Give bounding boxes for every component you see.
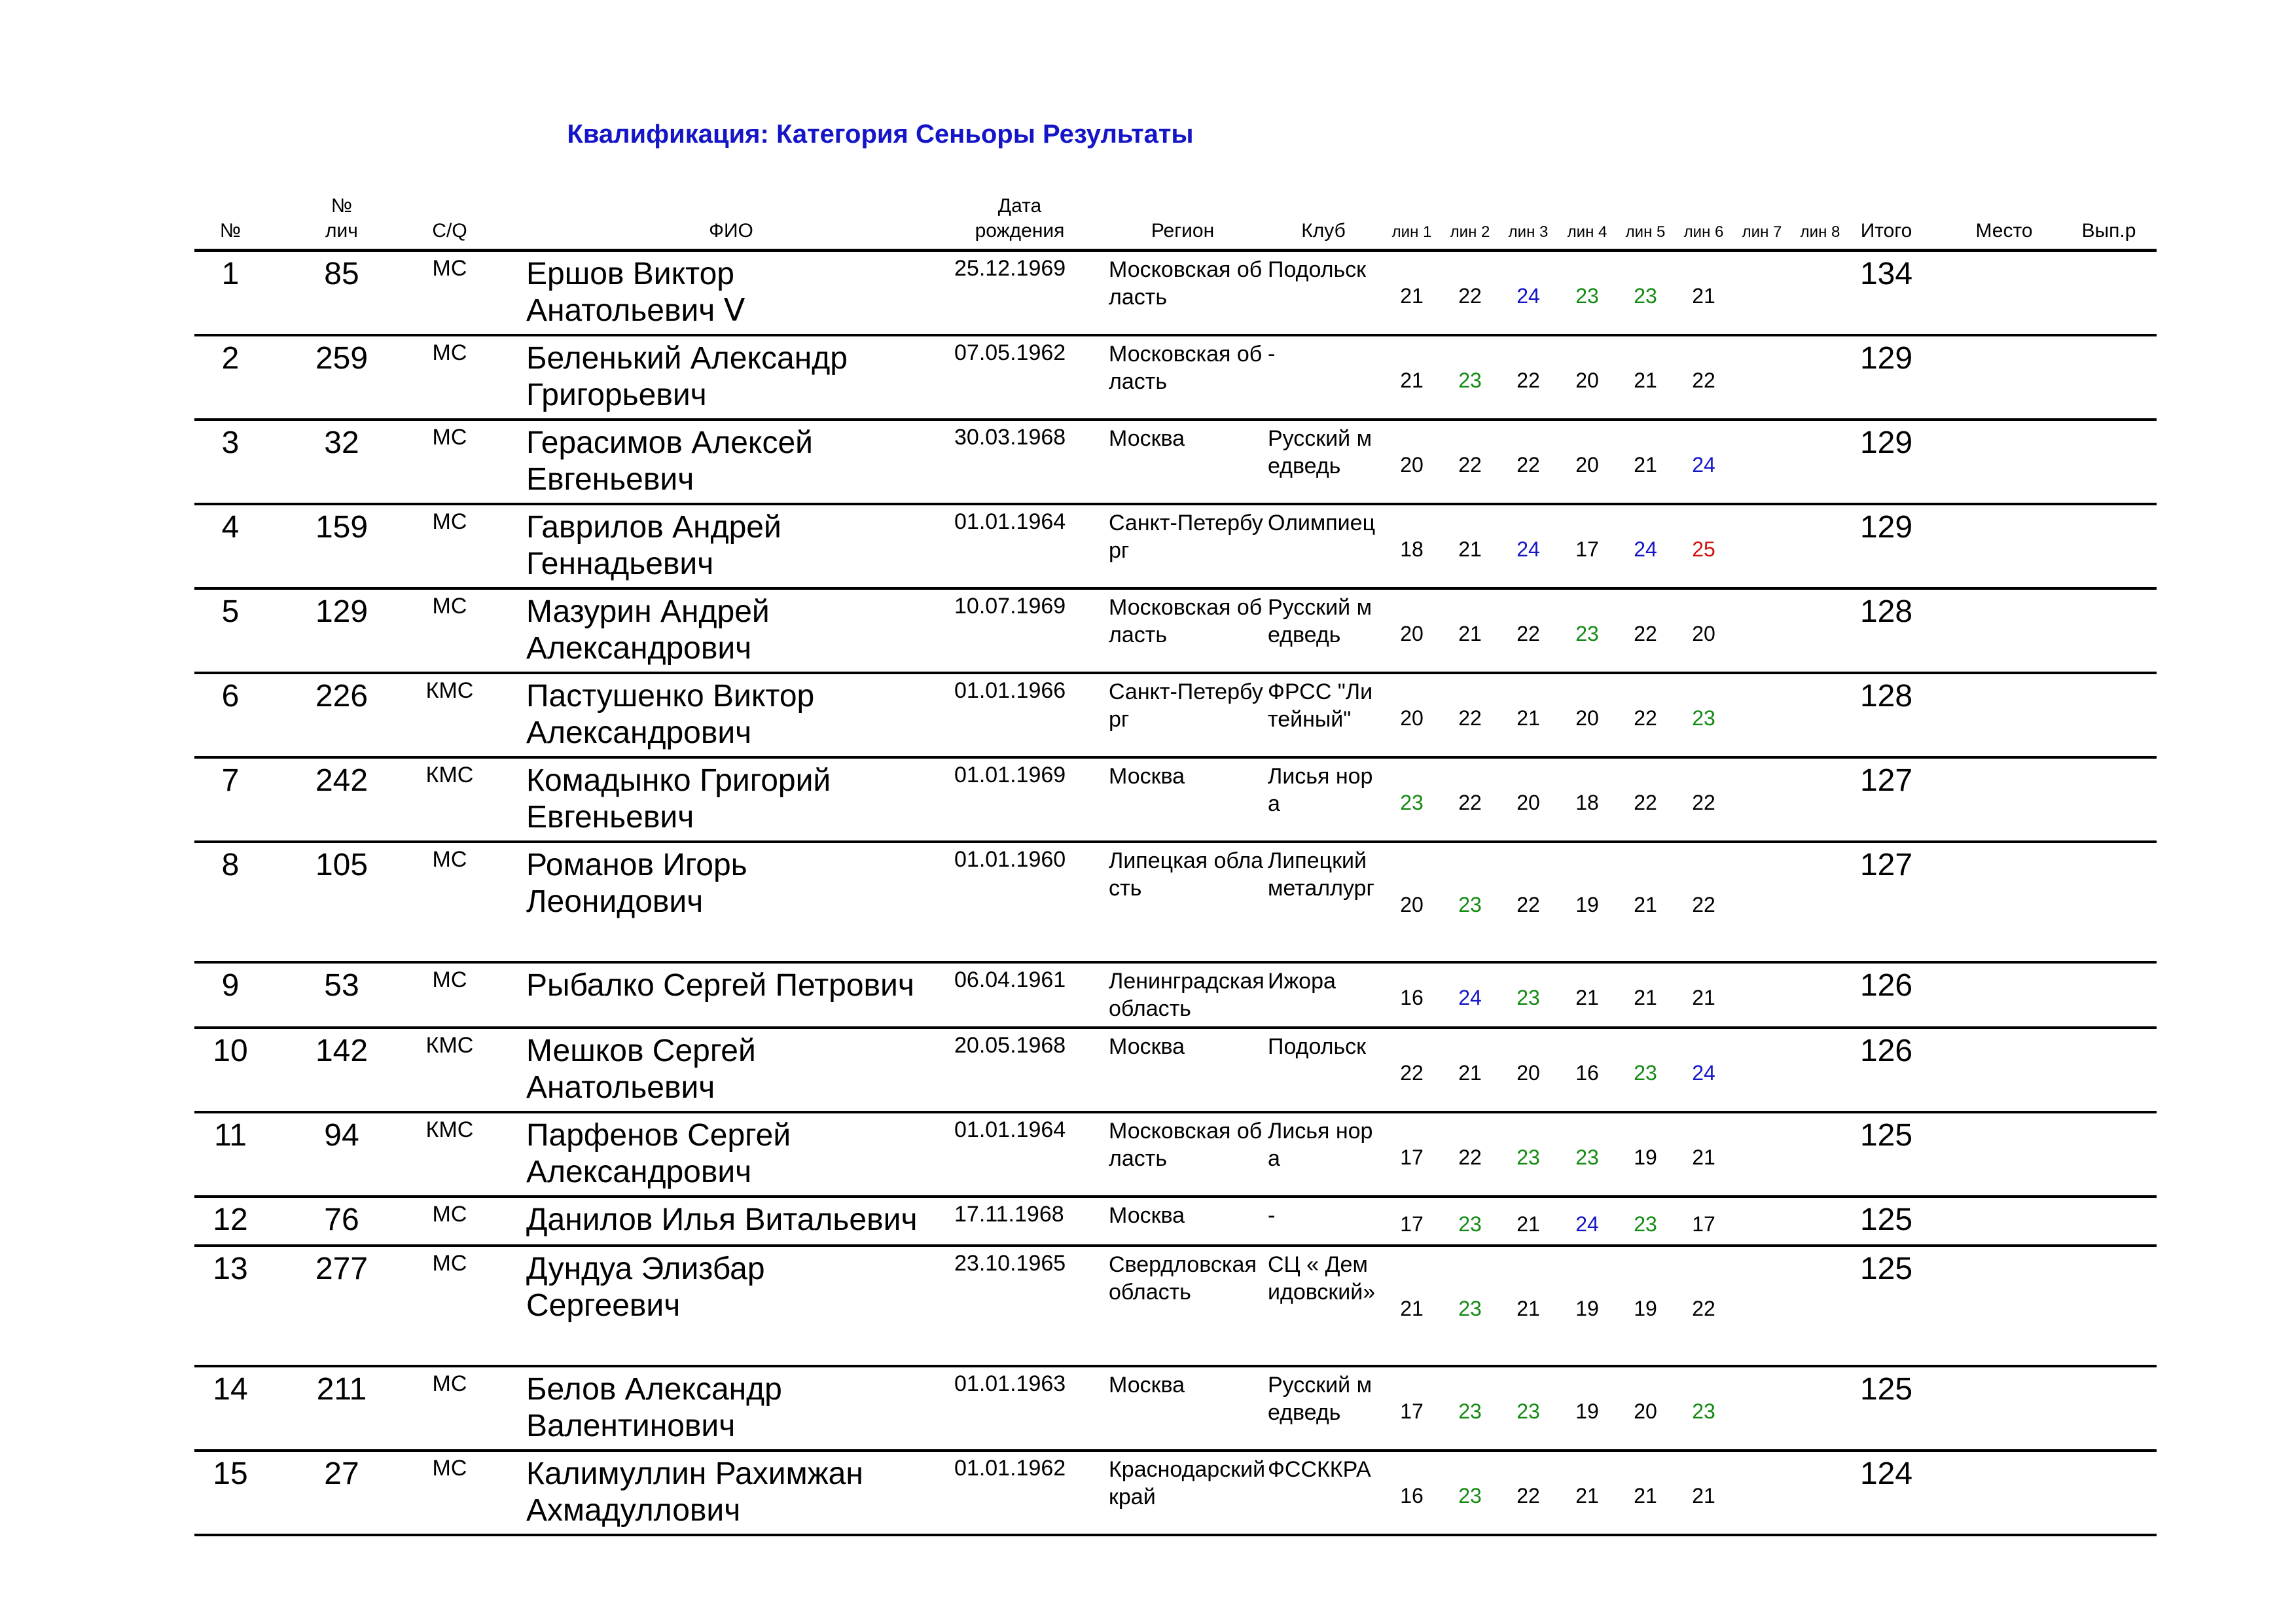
license-number: 159 [315, 510, 368, 545]
lane-score: 22 [1516, 369, 1540, 392]
lane-score: 23 [1458, 1484, 1482, 1507]
region: Ленинградская область [1109, 969, 1265, 1021]
athlete-name: Рыбалко Сергей Петрович [526, 968, 914, 1003]
row-number: 1 [221, 257, 240, 291]
total-score: 125 [1859, 1202, 1913, 1237]
athlete-name: Гаврилов Андрей Геннадьевич [526, 510, 781, 581]
birth-date: 25.12.1969 [954, 256, 1066, 281]
total-score: 125 [1859, 1252, 1913, 1286]
header-lane-2: лин 2 [1450, 223, 1490, 241]
license-number: 76 [324, 1202, 359, 1237]
total-score: 126 [1859, 1034, 1913, 1068]
total-score: 129 [1859, 510, 1913, 545]
lane-score: 20 [1400, 706, 1424, 730]
header-lane-8: лин 8 [1800, 223, 1840, 241]
club: - [1268, 1203, 1276, 1228]
row-number: 11 [214, 1118, 247, 1153]
lane-score: 23 [1634, 1061, 1657, 1085]
lane-score: 17 [1400, 1399, 1424, 1423]
total-score: 134 [1859, 257, 1913, 291]
table-row [194, 1113, 2157, 1198]
table-header [194, 193, 2157, 252]
table-row [194, 421, 2157, 505]
qualification: МС [432, 256, 467, 281]
header-cq: C/Q [432, 220, 467, 242]
table-row [194, 964, 2157, 1029]
lane-score: 23 [1458, 1297, 1482, 1320]
row-number: 12 [213, 1202, 248, 1237]
header-total: Итого [1860, 220, 1912, 242]
birth-date: 30.03.1968 [954, 425, 1066, 450]
region: Москва [1109, 1373, 1185, 1398]
qualification: МС [432, 509, 467, 534]
birth-date: 20.05.1968 [954, 1033, 1066, 1058]
lane-score: 22 [1634, 791, 1657, 814]
total-score: 127 [1859, 848, 1913, 882]
region: Липецкая область [1109, 848, 1264, 901]
qualification: КМС [425, 763, 474, 787]
table-body [194, 252, 2157, 1536]
qualification: МС [432, 1371, 467, 1396]
total-score: 129 [1859, 425, 1913, 460]
athlete-name: Парфенов Сергей Александрович [526, 1118, 791, 1189]
row-number: 14 [213, 1372, 248, 1407]
birth-date: 01.01.1966 [954, 678, 1066, 703]
license-number: 226 [315, 679, 368, 713]
lane-score: 20 [1634, 1399, 1657, 1423]
lane-score: 21 [1634, 369, 1657, 392]
lane-score: 23 [1458, 1212, 1482, 1236]
lane-score: 22 [1458, 453, 1482, 477]
lane-score: 22 [1516, 893, 1540, 916]
region: Санкт-Петербург [1109, 679, 1263, 732]
club: Олимпиец [1268, 511, 1376, 535]
qualification: КМС [425, 1033, 474, 1058]
table-row [194, 252, 2157, 336]
qualification: МС [432, 1202, 467, 1227]
athlete-name: Герасимов Алексей Евгеньевич [526, 425, 813, 497]
total-score: 129 [1859, 341, 1913, 376]
qualification: МС [432, 425, 467, 450]
header-n: № [219, 220, 242, 242]
lane-score: 24 [1516, 537, 1540, 561]
club: Подольск [1268, 257, 1367, 282]
club: ФРСС "Литейный" [1268, 679, 1373, 732]
lane-score: 19 [1634, 1146, 1657, 1169]
club: СЦ « Демидовский» [1268, 1252, 1376, 1305]
lane-score: 23 [1575, 622, 1599, 645]
lane-score: 24 [1692, 1061, 1715, 1085]
lane-score: 21 [1458, 622, 1482, 645]
birth-date: 01.01.1964 [954, 1117, 1066, 1142]
birth-date: 01.01.1964 [954, 509, 1066, 534]
lane-score: 23 [1634, 284, 1657, 308]
lane-score: 24 [1458, 986, 1482, 1009]
lane-score: 23 [1575, 284, 1599, 308]
lane-score: 19 [1575, 1297, 1599, 1320]
lane-score: 20 [1516, 791, 1540, 814]
lane-score: 20 [1400, 622, 1424, 645]
row-number: 4 [221, 510, 240, 545]
header-lic: № лич [325, 195, 358, 242]
region: Московская область [1109, 257, 1263, 310]
total-score: 128 [1859, 594, 1913, 629]
lane-score: 21 [1516, 1212, 1540, 1236]
header-lane-3: лин 3 [1508, 223, 1549, 241]
qualification: МС [432, 1251, 467, 1276]
lane-score: 19 [1575, 893, 1599, 916]
club: Русский медведь [1268, 595, 1372, 647]
lane-score: 23 [1458, 369, 1482, 392]
qualification: МС [432, 1456, 467, 1481]
table-row [194, 674, 2157, 759]
lane-score: 23 [1400, 791, 1424, 814]
lane-score: 21 [1692, 1146, 1715, 1169]
club: Подольск [1268, 1034, 1367, 1059]
lane-score: 21 [1400, 369, 1424, 392]
region: Свердловская область [1109, 1252, 1257, 1305]
header-lane-5: лин 5 [1625, 223, 1666, 241]
lane-score: 22 [1692, 1297, 1715, 1320]
license-number: 32 [324, 425, 359, 460]
license-number: 53 [324, 968, 359, 1003]
lane-score: 20 [1692, 622, 1715, 645]
lane-score: 22 [1516, 622, 1540, 645]
lane-score: 20 [1400, 893, 1424, 916]
lane-score: 20 [1400, 453, 1424, 477]
license-number: 94 [324, 1118, 359, 1153]
table-row [194, 1367, 2157, 1452]
table-row [194, 590, 2157, 674]
region: Москва [1109, 1203, 1185, 1228]
lane-score: 23 [1458, 893, 1482, 916]
birth-date: 07.05.1962 [954, 340, 1066, 365]
header-place: Место [1975, 220, 2033, 242]
lane-score: 22 [1458, 791, 1482, 814]
header-fio: ФИО [709, 220, 753, 242]
license-number: 27 [324, 1456, 359, 1491]
total-score: 124 [1859, 1456, 1913, 1491]
total-score: 126 [1859, 968, 1913, 1003]
lane-score: 23 [1516, 1399, 1540, 1423]
license-number: 142 [315, 1034, 368, 1068]
qualification: КМС [425, 678, 474, 703]
qualification: МС [432, 340, 467, 365]
birth-date: 17.11.1968 [954, 1202, 1064, 1227]
row-number: 8 [221, 848, 240, 882]
athlete-name: Пастушенко Виктор Александрович [526, 679, 815, 750]
license-number: 211 [316, 1372, 367, 1407]
license-number: 129 [315, 594, 368, 629]
qualification: МС [432, 594, 467, 619]
lane-score: 19 [1634, 1297, 1657, 1320]
lane-score: 21 [1400, 284, 1424, 308]
lane-score: 19 [1575, 1399, 1599, 1423]
row-number: 5 [221, 594, 240, 629]
athlete-name: Калимуллин Рахимжан Ахмадуллович [526, 1456, 863, 1528]
lane-score: 22 [1458, 284, 1482, 308]
region: Санкт-Петербург [1109, 511, 1263, 563]
athlete-name: Белов Александр Валентинович [526, 1372, 782, 1443]
lane-score: 24 [1516, 284, 1540, 308]
lane-score: 25 [1692, 537, 1715, 561]
lane-score: 16 [1400, 1484, 1424, 1507]
birth-date: 10.07.1969 [954, 594, 1066, 619]
total-score: 128 [1859, 679, 1913, 713]
table-row [194, 505, 2157, 590]
lane-score: 23 [1516, 1146, 1540, 1169]
club: ФССККРА [1268, 1457, 1371, 1482]
total-score: 125 [1859, 1372, 1913, 1407]
row-number: 3 [221, 425, 240, 460]
lane-score: 21 [1692, 1484, 1715, 1507]
qualification: МС [432, 847, 467, 872]
header-vyp: Вып.р [2081, 220, 2136, 242]
lane-score: 24 [1575, 1212, 1599, 1236]
lane-score: 24 [1692, 453, 1715, 477]
club: Лисья нора [1268, 764, 1373, 816]
row-number: 2 [221, 341, 240, 376]
header-lane-6: лин 6 [1683, 223, 1724, 241]
license-number: 85 [324, 257, 359, 291]
lane-score: 23 [1634, 1212, 1657, 1236]
license-number: 105 [315, 848, 368, 882]
birth-date: 01.01.1963 [954, 1371, 1066, 1396]
lane-score: 18 [1400, 537, 1424, 561]
lane-score: 22 [1458, 706, 1482, 730]
lane-score: 24 [1634, 537, 1657, 561]
lane-score: 17 [1575, 537, 1599, 561]
row-number: 7 [221, 763, 240, 798]
birth-date: 23.10.1965 [954, 1251, 1066, 1276]
header-lane-7: лин 7 [1742, 223, 1782, 241]
lane-score: 21 [1400, 1297, 1424, 1320]
region: Москва [1109, 1034, 1185, 1059]
lane-score: 21 [1516, 706, 1540, 730]
lane-score: 22 [1692, 893, 1715, 916]
lane-score: 21 [1634, 453, 1657, 477]
table-row [194, 1247, 2157, 1367]
lane-score: 22 [1692, 791, 1715, 814]
qualification: КМС [425, 1117, 474, 1142]
club: Русский медведь [1268, 1373, 1372, 1425]
athlete-name: Ершов Виктор Анатольевич ᐯ [526, 257, 745, 328]
page-title: Квалификация: Категория Сеньоры Результаты [567, 120, 1194, 149]
athlete-name: Беленький Александр Григорьевич [526, 341, 848, 412]
row-number: 6 [221, 679, 240, 713]
region: Московская область [1109, 1119, 1263, 1171]
lane-score: 21 [1516, 1297, 1540, 1320]
table-row [194, 1198, 2157, 1247]
lane-score: 23 [1516, 986, 1540, 1009]
lane-score: 21 [1634, 986, 1657, 1009]
lane-score: 21 [1575, 986, 1599, 1009]
region: Краснодарский край [1109, 1457, 1266, 1509]
athlete-name: Комадынко Григорий Евгеньевич [526, 763, 831, 835]
club: Липецкий металлург [1268, 848, 1374, 901]
lane-score: 20 [1575, 453, 1599, 477]
lane-score: 17 [1400, 1212, 1424, 1236]
athlete-name: Романов Игорь Леонидович [526, 848, 747, 919]
birth-date: 01.01.1960 [954, 847, 1066, 872]
header-club: Клуб [1301, 220, 1346, 242]
lane-score: 23 [1692, 706, 1715, 730]
lane-score: 16 [1575, 1061, 1599, 1085]
header-date: Дата рождения [975, 195, 1065, 242]
lane-score: 21 [1634, 893, 1657, 916]
lane-score: 23 [1692, 1399, 1715, 1423]
lane-score: 17 [1692, 1212, 1715, 1236]
lane-score: 16 [1400, 986, 1424, 1009]
total-score: 125 [1859, 1118, 1913, 1153]
lane-score: 22 [1634, 622, 1657, 645]
table-row [194, 843, 2157, 964]
athlete-name: Мазурин Андрей Александрович [526, 594, 770, 666]
lane-score: 18 [1575, 791, 1599, 814]
table-row [194, 336, 2157, 421]
table-row [194, 1452, 2157, 1536]
row-number: 9 [221, 968, 240, 1003]
club: Ижора [1268, 969, 1336, 994]
lane-score: 20 [1575, 706, 1599, 730]
license-number: 242 [315, 763, 368, 798]
region: Москва [1109, 764, 1185, 789]
lane-score: 21 [1575, 1484, 1599, 1507]
lane-score: 21 [1692, 986, 1715, 1009]
lane-score: 23 [1575, 1146, 1599, 1169]
qualification: МС [432, 967, 467, 992]
lane-score: 22 [1516, 1484, 1540, 1507]
athlete-name: Мешков Сергей Анатольевич [526, 1034, 756, 1105]
lane-score: 21 [1692, 284, 1715, 308]
lane-score: 20 [1516, 1061, 1540, 1085]
athlete-name: Дундуа Элизбар Сергеевич [526, 1252, 765, 1323]
row-number: 10 [213, 1034, 248, 1068]
lane-score: 22 [1692, 369, 1715, 392]
lane-score: 21 [1634, 1484, 1657, 1507]
lane-score: 22 [1634, 706, 1657, 730]
athlete-name: Данилов Илья Витальевич [526, 1202, 918, 1237]
birth-date: 06.04.1961 [954, 967, 1066, 992]
total-score: 127 [1859, 763, 1913, 798]
lane-score: 17 [1400, 1146, 1424, 1169]
license-number: 277 [315, 1252, 368, 1286]
header-region: Регион [1151, 220, 1215, 242]
region: Московская область [1109, 595, 1263, 647]
header-lane-1: лин 1 [1391, 223, 1432, 241]
table-row [194, 759, 2157, 843]
lane-score: 21 [1458, 537, 1482, 561]
header-lane-4: лин 4 [1567, 223, 1607, 241]
birth-date: 01.01.1962 [954, 1456, 1066, 1481]
club: - [1268, 342, 1276, 367]
row-number: 15 [213, 1456, 248, 1491]
club: Русский медведь [1268, 426, 1372, 478]
lane-score: 22 [1400, 1061, 1424, 1085]
lane-score: 20 [1575, 369, 1599, 392]
table-row [194, 1029, 2157, 1113]
lane-score: 22 [1458, 1146, 1482, 1169]
birth-date: 01.01.1969 [954, 763, 1066, 787]
club: Лисья нора [1268, 1119, 1373, 1171]
row-number: 13 [213, 1252, 248, 1286]
license-number: 259 [315, 341, 368, 376]
region: Москва [1109, 426, 1185, 451]
region: Московская область [1109, 342, 1263, 394]
lane-score: 21 [1458, 1061, 1482, 1085]
lane-score: 23 [1458, 1399, 1482, 1423]
results-table [194, 193, 2157, 1536]
lane-score: 22 [1516, 453, 1540, 477]
